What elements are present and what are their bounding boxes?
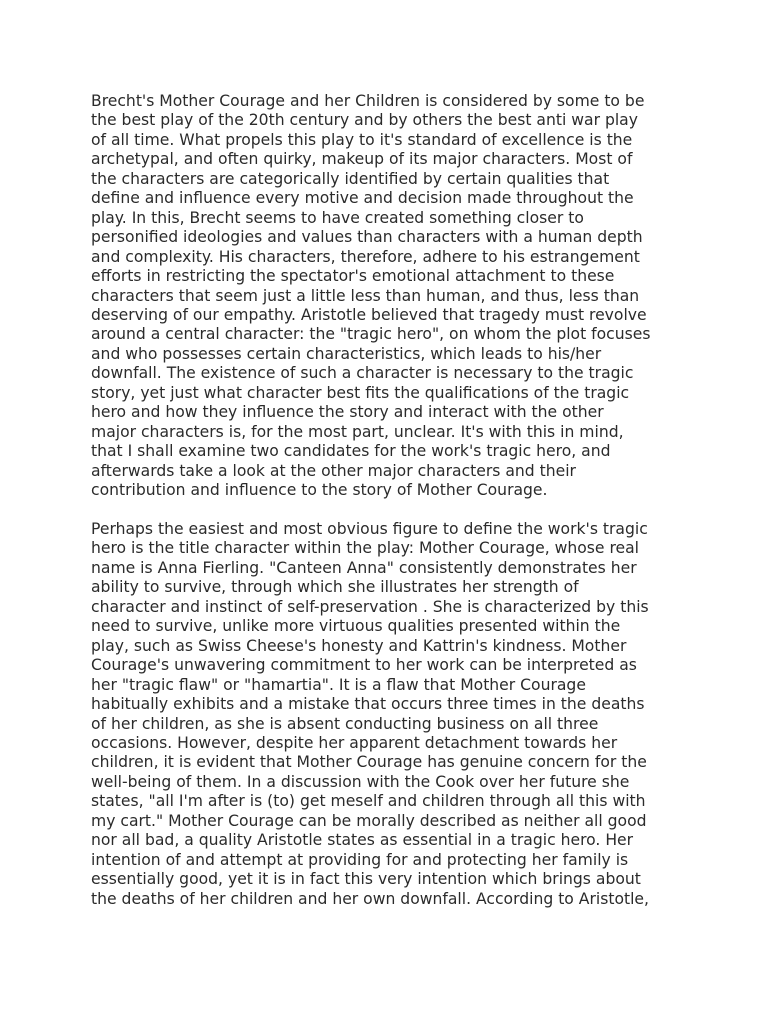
text-line: essentially good, yet it is in fact this very intention which brings about (91, 870, 641, 889)
text-line: Courage's unwavering commitment to her work can be interpreted as (91, 656, 637, 675)
text-line: that I shall examine two candidates for the work's tragic hero, and (91, 442, 611, 461)
paragraph-spacer (91, 501, 691, 521)
text-line: well-being of them. In a discussion with the Cook over her future she (91, 772, 630, 791)
text-line: occasions. However, despite her apparent detachment towards her (91, 734, 618, 752)
text-line: Perhaps the easiest and most obvious figure to define the work's tragic (91, 520, 648, 539)
text-line: afterwards take a look at the other major characters and their (91, 461, 576, 480)
text-line: hero and how they influence the story and interact with the other (91, 403, 604, 422)
text-line: states, "all I'm after is (to) get meself and children through all this with (91, 792, 646, 811)
text-line: habitually exhibits and a mistake that occurs three times in the deaths (91, 695, 645, 714)
text-line: contribution and influence to the story of Mother Courage. (91, 481, 548, 500)
text-line: the deaths of her children and her own downfall. According to Aristotle, (91, 889, 649, 908)
text-line: characters that seem just a little less than human, and thus, less than (91, 286, 640, 305)
text-line: story, yet just what character best fits the qualifications of the tragic (91, 383, 630, 402)
text-line: my cart." Mother Courage can be morally described as neither all good (91, 811, 647, 830)
text-line: Brecht's Mother Courage and her Children is considered by some to be (91, 92, 645, 110)
text-line: personified ideologies and values than characters with a human depth (91, 228, 643, 247)
text-line: efforts in restricting the spectator's emotional attachment to these (91, 267, 615, 286)
text-line: of all time. What propels this play to it's standard of excellence is the (91, 130, 633, 149)
text-line: hero is the title character within the play: Mother Courage, whose real (91, 539, 640, 558)
paragraph-1 (91, 92, 691, 501)
text-line: the best play of the 20th century and by others the best anti war play (91, 111, 638, 130)
text-line: around a central character: the "tragic hero", on whom the plot focuses (91, 325, 651, 344)
essay-body (91, 92, 691, 909)
text-line: nor all bad, a quality Aristotle states as essential in a tragic hero. Her (91, 831, 634, 850)
text-line: children, it is evident that Mother Courage has genuine concern for the (91, 753, 647, 772)
text-line: intention of and attempt at providing for and protecting her family is (91, 850, 629, 869)
text-line: archetypal, and often quirky, makeup of its major characters. Most of (91, 150, 633, 169)
text-line: need to survive, unlike more virtuous qualities presented within the (91, 617, 621, 636)
text-line: define and influence every motive and decision made throughout the (91, 189, 634, 208)
text-line: of her children, as she is absent conducting business on all three (91, 714, 599, 733)
text-line: and complexity. His characters, therefore, adhere to his estrangement (91, 247, 640, 266)
text-line: name is Anna Fierling. "Canteen Anna" consistently demonstrates her (91, 558, 637, 577)
text-line: play. In this, Brecht seems to have created something closer to (91, 208, 584, 227)
text-line: downfall. The existence of such a character is necessary to the tragic (91, 364, 634, 383)
text-line: character and instinct of self-preservation . She is characterized by this (91, 597, 649, 616)
text-line: her "tragic flaw" or "hamartia". It is a flaw that Mother Courage (91, 675, 586, 694)
paragraph-2 (91, 520, 691, 909)
text-line: the characters are categorically identified by certain qualities that (91, 169, 610, 188)
text-line: and who possesses certain characteristics, which leads to his/her (91, 344, 602, 363)
text-line: deserving of our empathy. Aristotle believed that tragedy must revolve (91, 305, 647, 324)
text-line: ability to survive, through which she illustrates her strength of (91, 578, 579, 597)
text-line: major characters is, for the most part, unclear. It's with this in mind, (91, 422, 624, 441)
text-line: play, such as Swiss Cheese's honesty and Kattrin's kindness. Mother (91, 636, 627, 655)
